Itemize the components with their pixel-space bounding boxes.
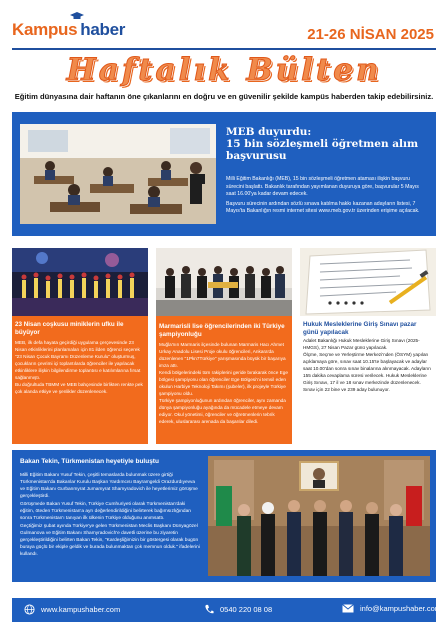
featured-article[interactable]: [12, 112, 436, 236]
featured-paragraph: Milli Eğitim Bakanlığı (MEB), 15 bin sözleşmeli öğretmen ataması ilişkin başvuru sürecini başlattı. Bakanlık tarafından yayımlanan duyuruya göre, başvurular 5 Mayıs saat 16.00'ya kadar devam edecek.: [226, 176, 419, 198]
footer-bar: [12, 598, 441, 622]
mail-icon: [342, 604, 354, 613]
stage-illustration: [12, 248, 148, 316]
card-body: [303, 337, 433, 393]
header-divider: [12, 48, 436, 50]
card-paragraph: MEB, ilk defa hayata geçirdiği uygulama çerçevesinde 23 Nisan etkinliklerini planlamaları için 81 ilden öğrenci seçerek "23 Nisan Çocuk Bayramı Düzenleme Kurulu" oluşturmuş, çocukların çevrimi içi toplantılarda öğrenciler ile yapılacak etkinliklere ilişkin bilgilendirme toplantısı e katılımlarına fırsat sağlanmıştı.: [15, 340, 141, 380]
brand-kampus: Kampus: [12, 20, 78, 39]
featured-text: [216, 112, 436, 236]
card-body: [15, 339, 145, 395]
card-title: Hukuk Mesleklerine Giriş Sınavı pazar günü yapılacak: [303, 321, 417, 336]
newsletter-tagline: Eğitim dünyasına dair haftanın öne çıkanlarını en doğru ve en güvenilir şekilde kampüs haberden takip edebilirsiniz.: [14, 92, 434, 101]
students-illustration: [156, 248, 292, 316]
header: [0, 0, 448, 110]
bottom-title: Bakan Tekin, Türkmenistan heyetiyle buluştu: [20, 458, 159, 465]
featured-photo-classroom: [20, 124, 216, 224]
news-card-23-nisan[interactable]: [12, 248, 148, 444]
card-paragraph: Ölçme, Seçme ve Yerleştirme Merkezi'nden (ÖSYM) yapılan açıklamaya göre, sınav saat 10.15'te başlayacak ve adaylar saat 10.00'dan sonra sınav binalarına alınmayacak. Adayların 155 dakika cevaplama süresi verilecek. Hukuk Mesleklerine Giriş Sınavı, 17 il ve 18 sınav merkezinde düzenlenecek. Sınav için 22 bine ve 239 aday bulunuyor.: [303, 352, 431, 392]
card-paragraph: Bu doğrultuda TBMM ve MEB bahçesinde birlikten renkte pek çok alanda etkiye ve şenlikler düzenlenecek.: [15, 382, 143, 394]
card-paragraph: Adalet Bakanlığı Hukuk Mesleklerine Giriş Sınavı (2025-HMGS), 27 Nisan Pazar günü yapılacak.: [303, 338, 420, 350]
footer-phone-text: 0540 220 08 08: [220, 605, 273, 614]
featured-body: [226, 176, 426, 216]
featured-headline: [226, 126, 426, 162]
delegation-illustration: [208, 456, 430, 576]
brand-haber: haber: [80, 20, 126, 39]
graduation-cap-icon: [70, 12, 84, 20]
featured-paragraph: Başvuru sürecinin ardından sözlü sınava katılma hakkı kazanan adayların listesi, 7 Mayıs'ta Bakanlığın resmi internet sitesi www.meb.gov.tr üzerinden erişime açılacak.: [226, 200, 420, 215]
featured-kicker: MEB duyurdu:: [226, 126, 312, 138]
card-paragraph: Muğla'nın Marmaris ilçesinde bulunan Marmaris Hacı Ahmet Urkay Anadolu Lisesi Proje okulu öğrencileri, Ankara'da düzenlenen "1Pkn7Türkiye" yarışmasında büyük bir başarıya imza attı.: [159, 342, 286, 368]
classroom-illustration: [20, 124, 216, 224]
bottom-paragraph: Geçtiğimiz şubat ayında Türkiye'ye gelen Türkmenistan Meclis Başkanı Dünyagözel Gulmanova ve Eğitim Bakanı Shamyradovich'e davetli üzerine bu ziyaretin gerçekleştirildiğini belirten Bakan Tekin, "Kardeşliğimizin bir göstergesi olarak bugün buraya güçlü bir ekiple geldik ve burada bulunmaktan çok memnun olduk." ifadelerini kullandı.: [20, 524, 200, 557]
card-title: 23 Nisan coşkusu miniklerin ufku ile büyüyor: [15, 321, 124, 336]
footer-website[interactable]: [24, 604, 120, 615]
footer-email-text: info@kampushaber.com: [360, 604, 441, 613]
news-cards: [12, 248, 436, 444]
news-card-marmaris[interactable]: [156, 248, 292, 444]
issue-date: 21-26 NİSAN 2025: [307, 26, 434, 43]
card-photo-students: [156, 248, 292, 316]
bottom-article[interactable]: [12, 450, 436, 582]
newsletter-title: Haftalık Bülten: [66, 52, 382, 88]
brand-logo[interactable]: [12, 18, 125, 42]
bottom-paragraph: Milli Eğitim Bakanı Yusuf Tekin, çeşitli temaslarda bulunmak üzere girtiği Türkmenistan'da Bakanlar Kurulu Başkan Yardımcısı Bayramgeldi Orazdurdıyevva ve Eğitim Bakanı Gurbanmyrat Jumamyrat Shamyradovich ile heyetlerimiz görüşme gerçekleştirdi.: [20, 473, 198, 499]
brand-name: [12, 20, 125, 40]
bottom-paragraph: Görüşmede Bakan Yusuf Tekin, Türkiye Cumhuriyeti olarak Türkmenistan'daki eğitim, öteden Türkmenistan'a ayrı değerlendirildiğini belirterek bağımsızlığından sonra Türkmenistan'ı tanıyan ilk ülkenin Türkiye olduğunu anımsattı.: [20, 502, 191, 521]
footer-email[interactable]: [342, 604, 441, 613]
card-photo-exam: [300, 248, 436, 316]
card-paragraph: Türkiye şampiyonluğunun ardından öğrenciler, aynı zamanda dünya şampiyonluğu ayağında da mücadele etmeye devam ediyor. Okul yönetimi, öğrenciler ve öğretmenlerin tebrik ederek, uluslararası arenada da başarılar diledi.: [159, 398, 286, 424]
globe-icon: [24, 604, 35, 615]
footer-phone[interactable]: [204, 604, 272, 615]
bottom-text: [12, 450, 208, 582]
bottom-photo-delegation: [208, 456, 430, 576]
card-body: [159, 341, 289, 425]
footer-website-text: www.kampushaber.com: [41, 605, 121, 614]
phone-icon: [204, 604, 214, 615]
news-card-hmgs[interactable]: [300, 248, 436, 444]
card-paragraph: Kendi bölgelerindeki tüm rakiplerini geride bırakarak önce Ege bölgesi şampiyonu olan öğrenciler Ege Bölgesi'ni temsil eden okulun Harbiye Teknoloji Takımı (şubeler), ilk projeyle Türkiye şampiyonu oldu.: [159, 370, 288, 396]
card-title: Marmarisli lise öğrencilerinden iki Türkiye şampiyonluğu: [159, 323, 285, 338]
bottom-body: [20, 472, 200, 558]
exam-illustration: [300, 248, 436, 316]
card-photo-stage: [12, 248, 148, 316]
featured-title: 15 bin sözleşmeli öğretmen alım başvurusu: [226, 138, 419, 162]
